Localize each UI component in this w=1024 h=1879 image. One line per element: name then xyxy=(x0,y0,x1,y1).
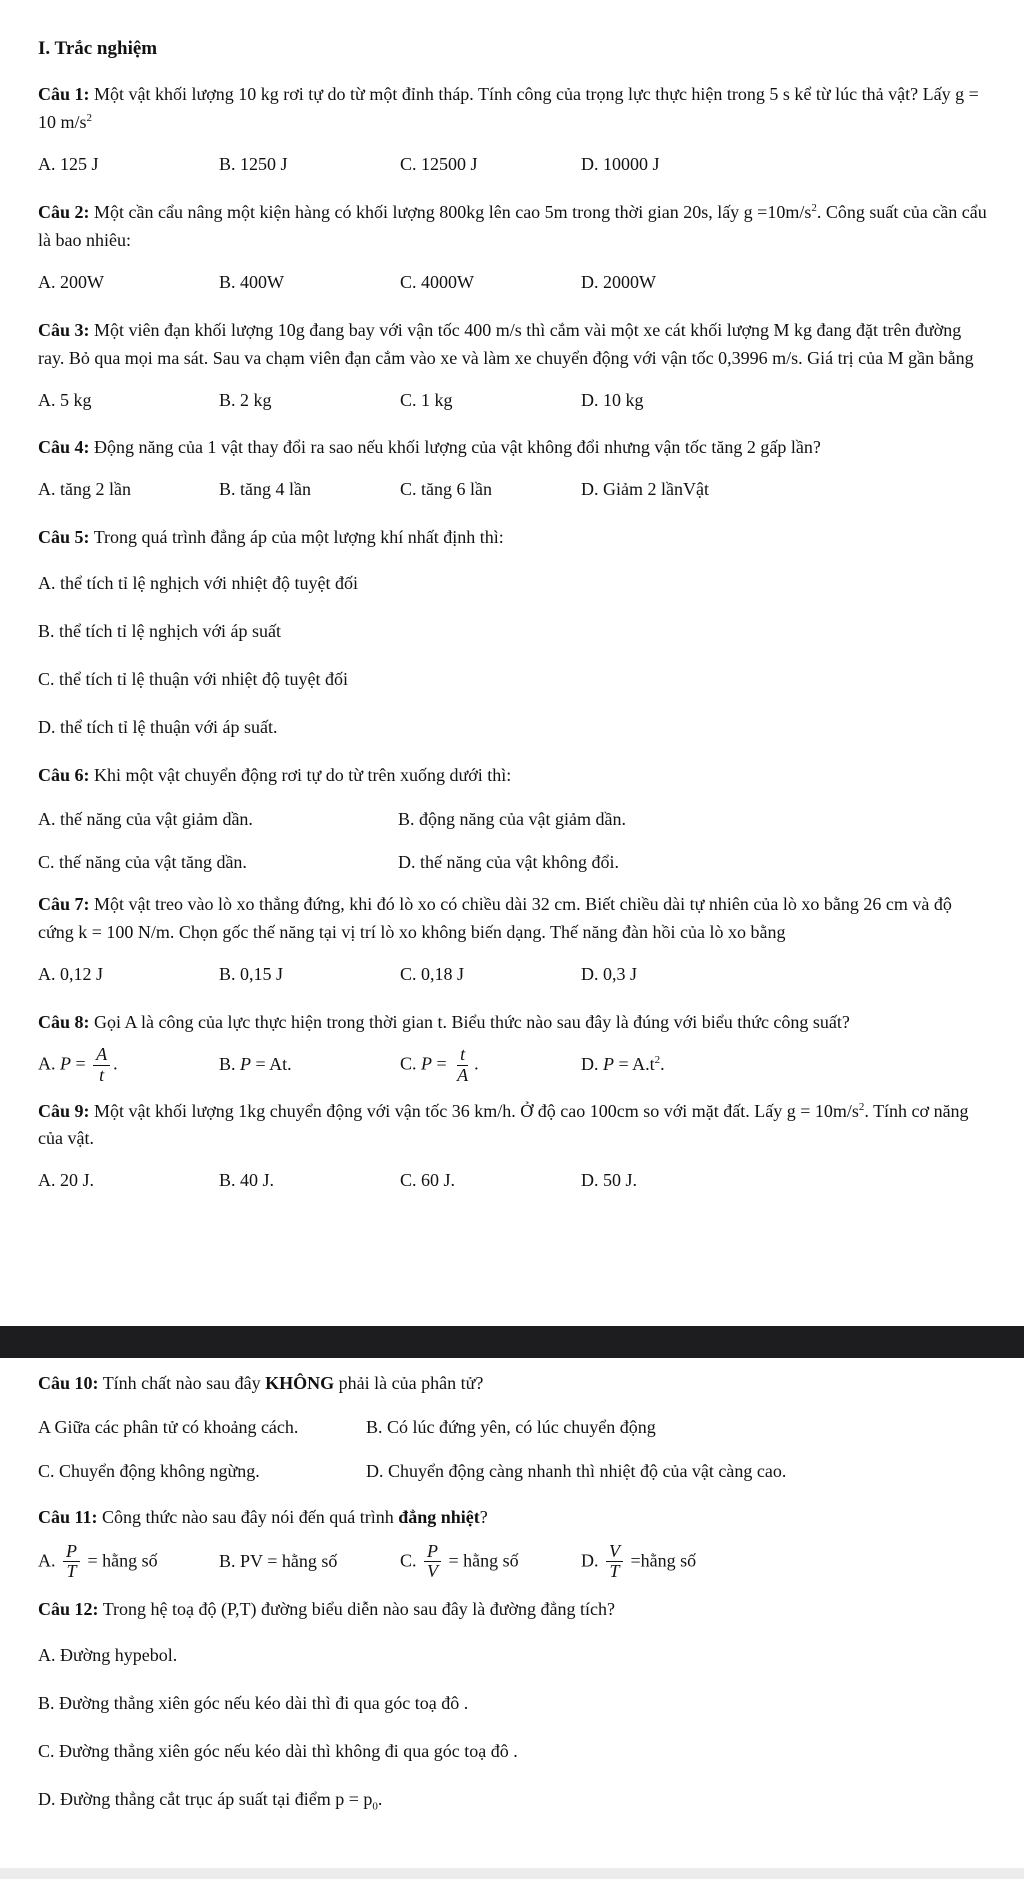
question-2 xyxy=(38,199,988,255)
fraction-numerator: t xyxy=(457,1045,468,1066)
fraction-denominator: T xyxy=(609,1561,620,1582)
options-q6-row1 xyxy=(38,806,988,834)
question-text: Một vật khối lượng 10 kg rơi tự do từ một đỉnh tháp. Tính công của trọng lực thực hiện trong 5 s kể từ lúc thả vật? Lấy g = 10 m/s xyxy=(38,84,979,133)
question-4 xyxy=(38,434,988,462)
option-prefix: C. xyxy=(400,1549,422,1570)
option-text: D. Đường thẳng cắt trục áp suất tại điểm p = p xyxy=(38,1788,373,1809)
option-suffix: . xyxy=(660,1054,665,1075)
option-d[interactable]: D. 10 kg xyxy=(581,389,644,410)
option-c[interactable]: C. 60 J. xyxy=(400,1170,456,1191)
question-text: Động năng của 1 vật thay đổi ra sao nếu khối lượng của vật không đổi nhưng vận tốc tăng 2 gấp lần? xyxy=(89,437,821,458)
question-label: Câu 5: xyxy=(38,527,90,548)
option-d[interactable]: D. Giảm 2 lầnVật xyxy=(581,479,709,500)
fraction xyxy=(606,1542,623,1583)
question-text: Một vật treo vào lò xo thẳng đứng, khi đó lò xo có chiều dài 32 cm. Biết chiều dài tự nhiên của lò xo bằng 26 cm và độ cứng k = 100 N/m. Chọn gốc thế năng tại vị trí lò xo không biến dạng. Thế năng đàn hồi của lò xo bằng xyxy=(38,894,952,943)
question-7 xyxy=(38,891,988,947)
option-prefix: D. xyxy=(581,1054,603,1075)
option-d[interactable]: D. thể tích tỉ lệ thuận với áp suất. xyxy=(38,716,278,737)
option-c[interactable]: C. 12500 J xyxy=(400,154,478,175)
question-9 xyxy=(38,1098,988,1154)
question-10 xyxy=(38,1370,988,1398)
question-label: Câu 9: xyxy=(38,1100,90,1121)
option-d[interactable]: D. thế năng của vật không đổi. xyxy=(398,852,619,873)
options-q10-row2 xyxy=(38,1458,988,1486)
option-b[interactable]: B. 2 kg xyxy=(219,389,272,410)
question-label: Câu 2: xyxy=(38,202,90,223)
option-a[interactable]: A. 5 kg xyxy=(38,389,92,410)
part-1 xyxy=(38,34,988,1215)
question-text-2: . Công suất của cần cẩu là bao nhiêu: xyxy=(38,202,987,250)
bottom-edge-band xyxy=(0,1868,1024,1879)
question-label: Câu 8: xyxy=(38,1012,90,1033)
question-text: Khi một vật chuyển động rơi tự do từ trên xuống dưới thì: xyxy=(89,764,512,785)
option-c[interactable]: C. Đường thẳng xiên góc nếu kéo dài thì không đi qua góc toạ đô . xyxy=(38,1740,518,1761)
option-suffix: = hằng số xyxy=(444,1549,519,1570)
option-b[interactable]: B. Có lúc đứng yên, có lúc chuyển động xyxy=(366,1416,656,1437)
option-c[interactable]: C. tăng 6 lần xyxy=(400,479,492,500)
option-a[interactable]: A. thể tích tỉ lệ nghịch với nhiệt độ tuyệt đối xyxy=(38,573,358,594)
superscript: 2 xyxy=(811,202,817,215)
option-c[interactable]: C. Chuyển động không ngừng. xyxy=(38,1460,260,1481)
option-d[interactable]: D. 0,3 J xyxy=(581,964,638,985)
formula-var: P xyxy=(421,1053,433,1074)
image-separator-band xyxy=(0,1326,1024,1358)
formula-var: P xyxy=(60,1053,71,1074)
formula-var: P xyxy=(240,1054,252,1075)
question-label: Câu 3: xyxy=(38,319,90,340)
question-text: Tính chất nào sau đây xyxy=(98,1373,266,1393)
options-q1 xyxy=(38,151,988,179)
option-suffix: =hằng số xyxy=(626,1549,697,1570)
fraction xyxy=(63,1542,80,1583)
question-12 xyxy=(38,1596,988,1624)
question-label: Câu 4: xyxy=(38,437,90,458)
question-text-2: phải là của phân tử? xyxy=(334,1373,484,1393)
option-d[interactable]: D. 2000W xyxy=(581,271,656,292)
formula-var: P xyxy=(603,1054,614,1075)
question-text: Gọi A là công của lực thực hiện trong thời gian t. Biểu thức nào sau đây là đúng với biểu thức công suất? xyxy=(89,1012,850,1033)
fraction xyxy=(424,1542,441,1583)
option-b[interactable]: B. Đường thẳng xiên góc nếu kéo dài thì đi qua góc toạ đô . xyxy=(38,1692,469,1713)
option-prefix: A. xyxy=(38,1053,60,1074)
question-label: Câu 1: xyxy=(38,84,90,105)
fraction-denominator: A xyxy=(457,1064,469,1085)
question-text: Một cần cẩu nâng một kiện hàng có khối lượng 800kg lên cao 5m trong thời gian 20s, lấy g =10m/s xyxy=(89,202,812,223)
fraction xyxy=(93,1045,110,1086)
option-a[interactable]: A. 0,12 J xyxy=(38,964,104,985)
options-q9 xyxy=(38,1167,988,1195)
option-a[interactable]: A. 200W xyxy=(38,271,104,292)
option-a[interactable] xyxy=(38,1542,219,1583)
option-d[interactable]: D. 10000 J xyxy=(581,154,660,175)
question-label: Câu 11: xyxy=(38,1506,98,1527)
option-b[interactable]: B. 40 J. xyxy=(219,1170,275,1191)
options-q3 xyxy=(38,387,988,415)
option-c[interactable] xyxy=(400,1045,581,1086)
option-d[interactable]: D. 50 J. xyxy=(581,1170,638,1191)
question-text: Trong hệ toạ độ (P,T) đường biểu diễn nào sau đây là đường đẳng tích? xyxy=(98,1599,615,1620)
option-b[interactable]: B. tăng 4 lần xyxy=(219,479,311,500)
option-a[interactable]: A. tăng 2 lần xyxy=(38,479,131,500)
option-d[interactable] xyxy=(581,1542,762,1583)
option-a[interactable] xyxy=(38,1045,219,1086)
option-b[interactable]: B. 0,15 J xyxy=(219,964,284,985)
superscript: 2 xyxy=(86,112,93,125)
option-b[interactable]: B. động năng của vật giảm dần. xyxy=(398,808,626,829)
superscript: 2 xyxy=(858,1100,865,1113)
options-q7 xyxy=(38,961,988,989)
question-text-2: . Tính cơ năng của vật. xyxy=(38,1100,969,1149)
option-prefix: B. xyxy=(219,1054,241,1075)
question-label: Câu 7: xyxy=(38,894,90,915)
question-11 xyxy=(38,1504,988,1532)
option-prefix: D. xyxy=(581,1549,603,1570)
question-text: Trong quá trình đẳng áp của một lượng khí nhất định thì: xyxy=(89,527,504,548)
option-a[interactable]: A. thế năng của vật giảm dần. xyxy=(38,808,253,829)
options-q2 xyxy=(38,269,988,297)
option-suffix: = hằng số xyxy=(83,1549,158,1570)
option-prefix: C. xyxy=(400,1053,422,1074)
option-d[interactable] xyxy=(581,1051,762,1079)
part-2 xyxy=(38,1370,988,1835)
question-5 xyxy=(38,524,988,552)
question-label: Câu 12: xyxy=(38,1599,99,1620)
option-a[interactable]: A. 20 J. xyxy=(38,1170,95,1191)
question-text: Một vật khối lượng 1kg chuyển động với vận tốc 36 km/h. Ở độ cao 100cm so với mặt đất. Lấy g = 10m/s xyxy=(89,1100,859,1121)
fraction-denominator: t xyxy=(99,1064,105,1085)
options-q10-row1 xyxy=(38,1414,988,1442)
option-b[interactable]: B. PV = hằng số xyxy=(219,1550,338,1571)
option-b[interactable]: B. thể tích tỉ lệ nghịch với áp suất xyxy=(38,621,281,642)
subscript: 0 xyxy=(372,1800,378,1813)
option-b[interactable]: B. 1250 J xyxy=(219,154,288,175)
option-a[interactable]: A Giữa các phân tử có khoảng cách. xyxy=(38,1416,299,1437)
formula-rest: = At. xyxy=(251,1054,292,1075)
formula-eq: = xyxy=(71,1053,91,1074)
formula-eq: = xyxy=(432,1053,452,1074)
option-suffix: . xyxy=(113,1053,118,1074)
option-d[interactable]: D. Chuyển động càng nhanh thì nhiệt độ của vật càng cao. xyxy=(366,1460,787,1481)
question-8 xyxy=(38,1009,988,1037)
option-c[interactable]: C. thế năng của vật tăng dần. xyxy=(38,852,247,873)
option-b[interactable] xyxy=(219,1051,400,1079)
options-q6-row2 xyxy=(38,849,988,877)
options-q11 xyxy=(38,1542,988,1583)
option-b[interactable]: B. 400W xyxy=(219,271,284,292)
question-text: Một viên đạn khối lượng 10g đang bay với vận tốc 400 m/s thì cắm vài một xe cát khối lượng M kg đang đặt trên đường ray. Bỏ qua mọi ma sát. Sau va chạm viên đạn cắm vào xe và làm xe chuyển động với vận tốc 0,3996 m/s. Giá trị của M gần bằng xyxy=(38,319,974,368)
option-suffix: . xyxy=(377,1788,383,1809)
options-q8 xyxy=(38,1045,988,1086)
fraction xyxy=(454,1045,471,1086)
option-c[interactable]: C. thể tích tỉ lệ thuận với nhiệt độ tuyệt đối xyxy=(38,668,348,689)
formula-rest: = A.t xyxy=(614,1054,655,1075)
question-6 xyxy=(38,762,988,790)
option-c[interactable]: C. 4000W xyxy=(400,271,474,292)
question-label: Câu 6: xyxy=(38,764,90,785)
fraction-denominator: V xyxy=(427,1561,439,1582)
fraction-numerator: A xyxy=(93,1045,110,1066)
option-c[interactable] xyxy=(400,1542,581,1583)
fraction-numerator: P xyxy=(63,1542,80,1563)
question-1 xyxy=(38,81,988,137)
fraction-numerator: V xyxy=(606,1542,623,1563)
option-a[interactable]: A. 125 J xyxy=(38,154,99,175)
option-a[interactable]: A. Đường hypebol. xyxy=(38,1645,178,1666)
question-text-2: ? xyxy=(479,1506,488,1527)
section-title: I. Trắc nghiệm xyxy=(38,38,158,59)
fraction-numerator: P xyxy=(424,1542,441,1563)
option-prefix: A. xyxy=(38,1549,60,1570)
option-c[interactable]: C. 0,18 J xyxy=(400,964,465,985)
question-3 xyxy=(38,317,988,373)
question-emphasis: đẳng nhiệt xyxy=(398,1506,480,1527)
option-d[interactable] xyxy=(38,1786,988,1816)
fraction-denominator: T xyxy=(66,1561,77,1582)
superscript: 2 xyxy=(654,1054,661,1067)
question-emphasis: KHÔNG xyxy=(265,1373,335,1393)
option-c[interactable]: C. 1 kg xyxy=(400,389,453,410)
question-label: Câu 10: xyxy=(38,1373,99,1393)
options-q4 xyxy=(38,476,988,504)
question-text: Công thức nào sau đây nói đến quá trình xyxy=(97,1506,399,1527)
option-suffix: . xyxy=(474,1053,479,1074)
